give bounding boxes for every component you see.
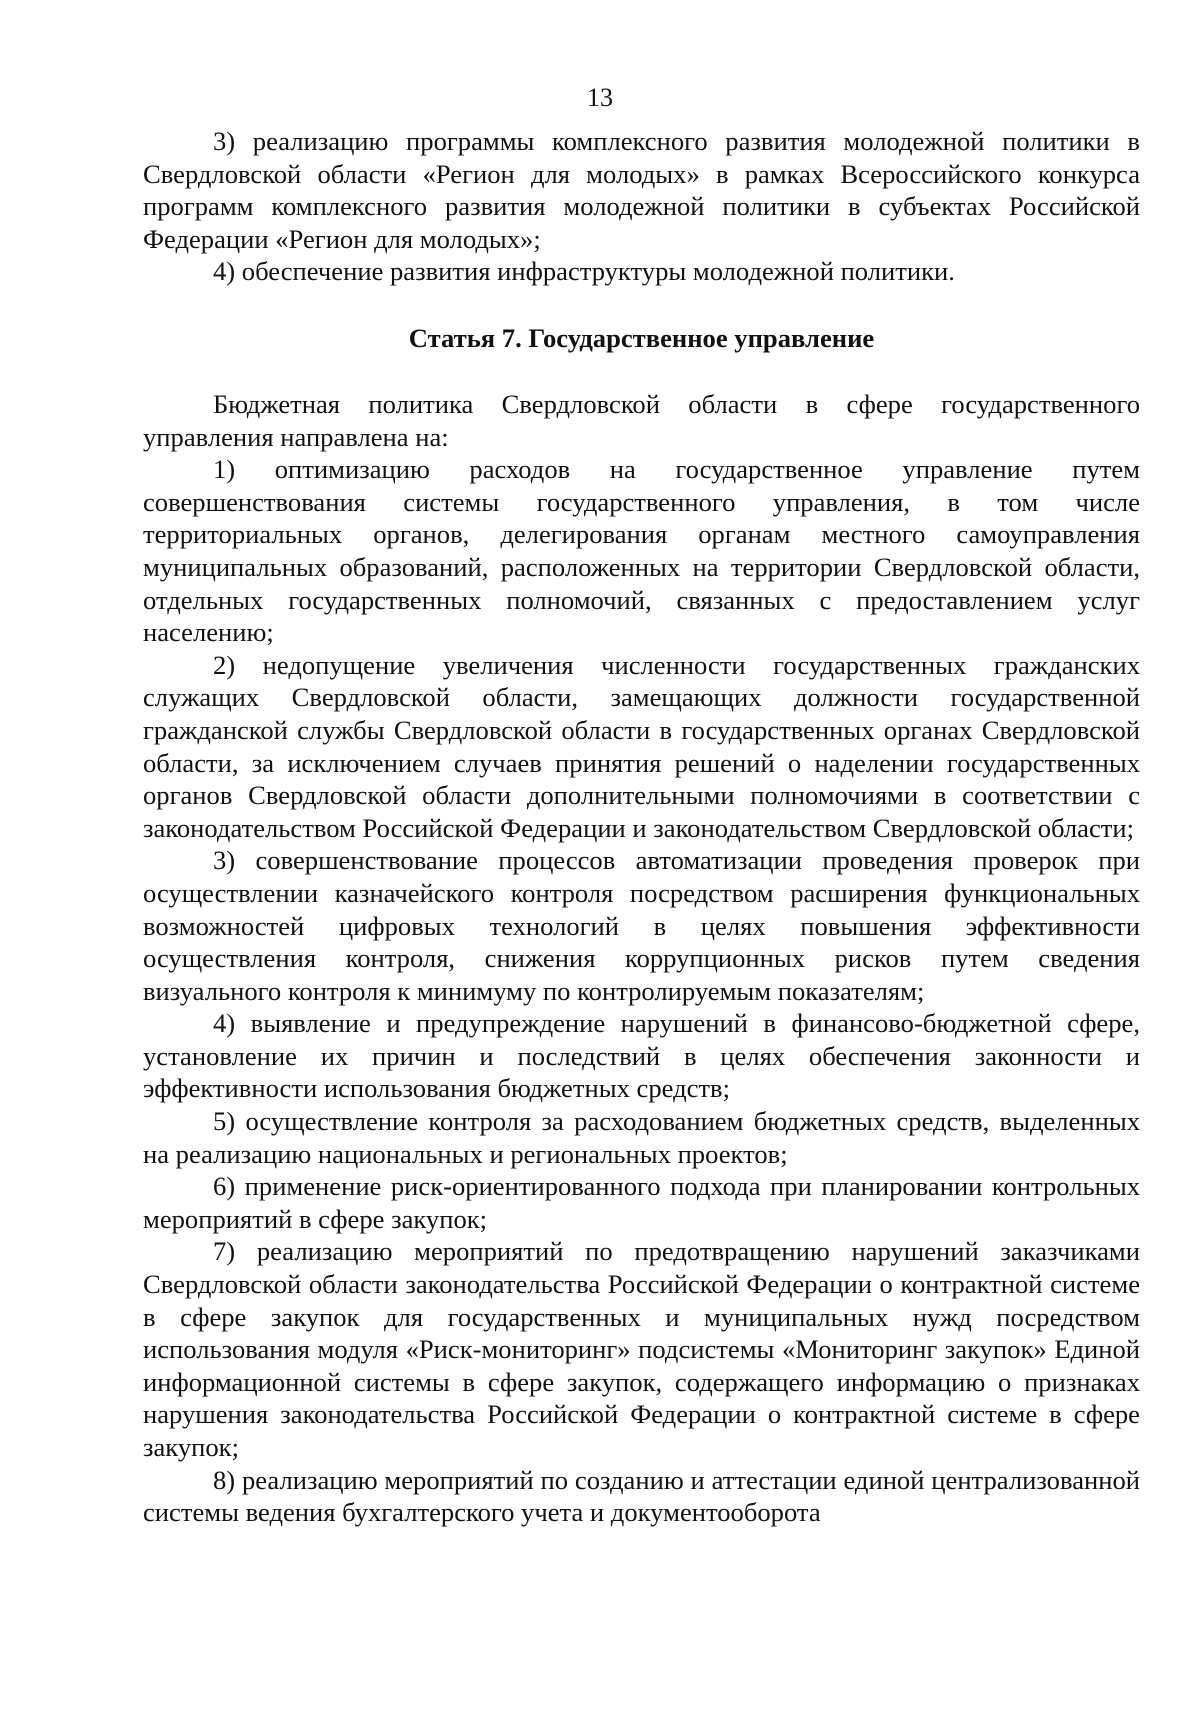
list-item: 2) недопущение увеличения численности государственных гражданских служащих Свердловской области, замещающих должности государственной гражданской службы Свердловской области в государственных органах Свердловской области, за исключением случаев принятия решений о наделении государственных органов Свердловской области дополнительными полномочиями в соответствии с законодательством Российской Федерации и законодательством Свердловской области; [143, 649, 1140, 843]
list-item: 3) реализацию программы комплексного развития молодежной политики в Свердловской области «Регион для молодых» в рамках Всероссийского конкурса программ комплексного развития молодежной политики в субъектах Российской Федерации «Регион для молодых»; [143, 126, 1140, 254]
list-item: 4) обеспечение развития инфраструктуры молодежной политики. [213, 256, 955, 287]
list-item: 1) оптимизацию расходов на государственное управление путем совершенствования системы государственного управления, в том числе территориальных органов, делегирования органам местного самоуправления муниципальных образований, расположенных на территории Свердловской области, отдельных государственных полномочий, связанных с предоставлением услуг населению; [143, 454, 1140, 648]
article-intro: Бюджетная политика Свердловской области в сфере государственного управления направлена на: [143, 389, 1140, 452]
article-body [143, 388, 1140, 1529]
top-items-section [143, 125, 1140, 288]
list-item: 8) реализацию мероприятий по созданию и аттестации единой централизованной системы ведения бухгалтерского учета и документооборота [143, 1464, 1140, 1528]
list-item: 4) выявление и предупреждение нарушений в финансово-бюджетной сфере, установление их причин и последствий в целях обеспечения законности и эффективности использования бюджетных средств; [143, 1008, 1140, 1104]
article-heading: Статья 7. Государственное управление [408, 323, 875, 353]
page-number: 13 [587, 83, 613, 112]
list-item: 6) применение риск-ориентированного подхода при планировании контрольных мероприятий в сфере закупок; [143, 1171, 1140, 1234]
list-item: 5) осуществление контроля за расходованием бюджетных средств, выделенных на реализацию национальных и региональных проектов; [143, 1106, 1140, 1169]
list-item: 7) реализацию мероприятий по предотвращению нарушений заказчиками Свердловской области законодательства Российской Федерации о контрактной системе в сфере закупок для государственных и муниципальных нужд посредством использования модуля «Риск-мониторинг» подсистемы «Мониторинг закупок» Единой информационной системы в сфере закупок, содержащего информацию о признаках нарушения законодательства Российской Федерации о контрактной системе в сфере закупок; [143, 1236, 1140, 1462]
list-item: 3) совершенствование процессов автоматизации проведения проверок при осуществлении казначейского контроля посредством расширения функциональных возможностей цифровых технологий в целях повышения эффективности осуществления контроля, снижения коррупционных рисков путем сведения визуального контроля к минимуму по контролируемым показателям; [143, 845, 1140, 1006]
